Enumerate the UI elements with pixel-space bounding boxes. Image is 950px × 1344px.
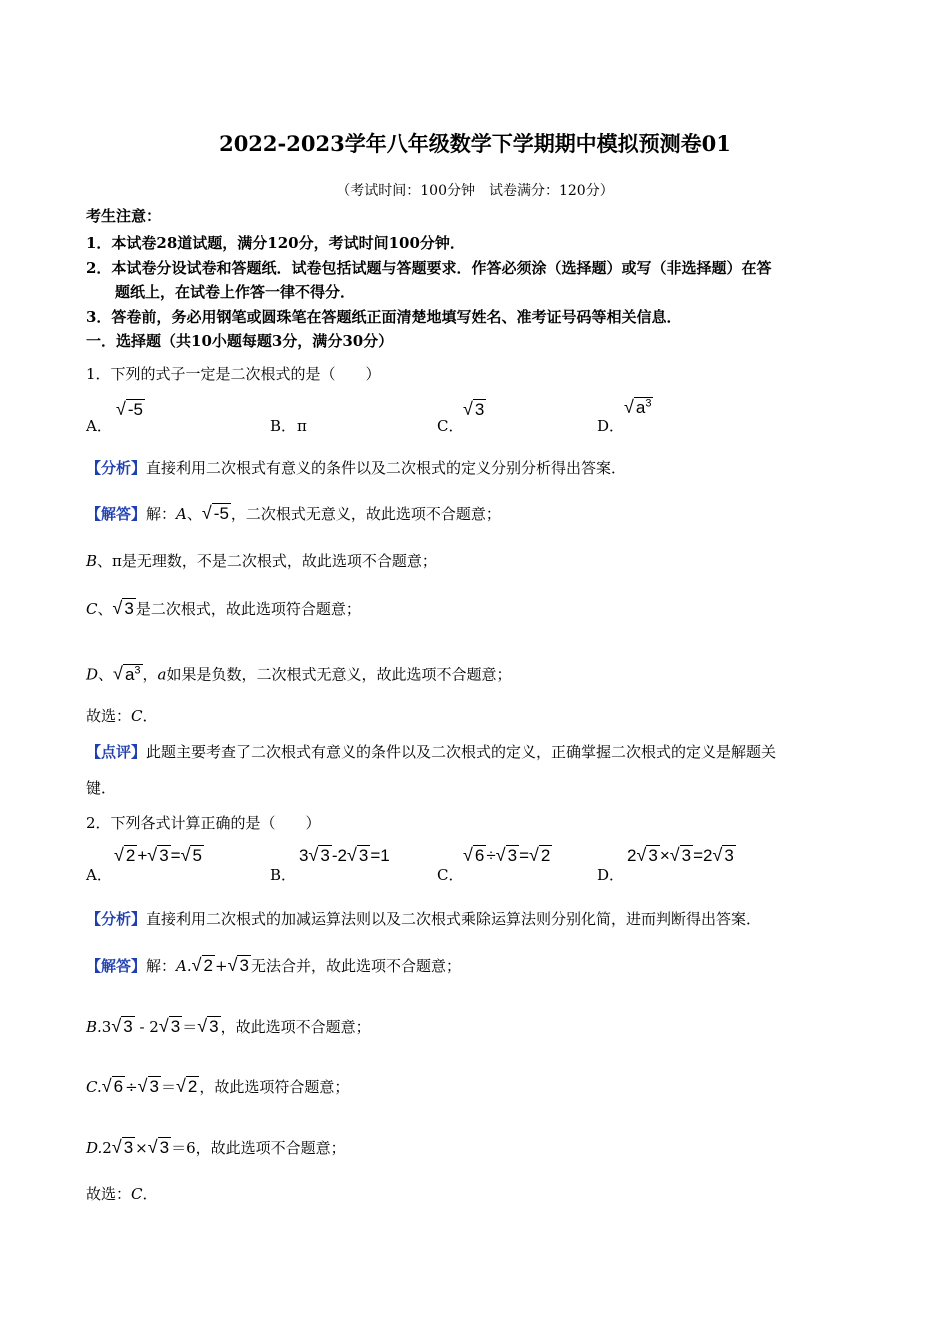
q2-option-a-expr: √ 2 +√ 3 =√ 5 [114, 845, 202, 865]
q2-option-d-label: D． [597, 866, 625, 884]
q1-option-d-expr [624, 397, 653, 418]
sqrt-icon: √ 3 [197, 1016, 219, 1036]
q1-answer: 故选：C． [86, 707, 158, 725]
sqrt-icon: √ 3 [463, 399, 485, 419]
sqrt-icon: √ 6 [101, 1076, 124, 1096]
q1-analysis: 【分析】直接利用二次根式有意义的条件以及二次根式的定义分别分析得出答案． [86, 459, 627, 477]
q2-option-b-label: B． [270, 866, 297, 884]
q1-solution-d: D、√ $a^3$ ，a如果是负数，二次根式无意义，故此选项不合题意； [86, 660, 512, 685]
q1-comment-cont: 键． [86, 779, 117, 797]
q1-option-b-expr: π [297, 417, 307, 435]
q2-option-c-label: C． [437, 866, 464, 884]
q1-option-a-label: A． [86, 417, 112, 435]
sqrt-icon: √ 3 [137, 1076, 160, 1096]
sqrt-icon: √ 3 [346, 845, 369, 865]
sqrt-icon: √ 3 [147, 1137, 170, 1157]
sqrt-icon: √ $a^3$ [624, 397, 652, 417]
q2-option-b-expr: 3√ 3 -2√ 3 =1 [299, 845, 390, 865]
sqrt-icon: √ 3 [636, 845, 658, 865]
q1-option-c-expr [463, 399, 486, 420]
sqrt-icon: √ 2 [176, 1076, 198, 1096]
notes-heading: 考生注意： [86, 207, 162, 225]
sqrt-icon: √ 6 [463, 845, 485, 865]
sqrt-icon: √ 2 [529, 845, 551, 865]
q2-option-d-expr: 2√ 3 ×√ 3 =2√ 3 [627, 845, 734, 865]
sqrt-icon: √ 2 [191, 955, 213, 975]
note-item: 2．本试卷分设试卷和答题纸．试卷包括试题与答题要求．作答必须涂（选择题）或写（非选择题）在答 [86, 259, 772, 277]
sqrt-icon: √ 3 [495, 845, 518, 865]
sqrt-icon: √ 3 [111, 1137, 134, 1157]
sqrt-icon: √ 3 [669, 845, 692, 865]
sqrt-icon: √ 3 [147, 845, 169, 865]
question-2-stem: 2．下列各式计算正确的是（ ） [86, 814, 321, 832]
question-1-stem: 1．下列的式子一定是二次根式的是（ ） [86, 365, 381, 383]
sqrt-icon: √ -5 [201, 503, 229, 523]
q1-solution-c: C、√ 3 是二次根式，故此选项符合题意； [86, 598, 361, 618]
q1-option-c-label: C． [437, 417, 464, 435]
sqrt-icon: √ 3 [111, 1016, 133, 1036]
sqrt-icon: √ 3 [308, 845, 330, 865]
exam-info: （考试时间：100分钟 试卷满分：120分） [336, 183, 614, 199]
solution-tag: 【解答】 [86, 957, 147, 975]
q2-solution-b: B.3√ 3 - 2√ 3 ＝√ 3 ，故此选项不合题意； [86, 1016, 371, 1036]
section-heading: 一．选择题（共10小题每题3分，满分30分） [86, 332, 394, 350]
sqrt-icon: √ 5 [180, 845, 202, 865]
note-item: 题纸上，在试卷上作答一律不得分． [115, 283, 356, 301]
q2-solution-a: 【解答】解：A.√ 2 +√ 3 无法合并，故此选项不合题意； [86, 955, 461, 975]
sqrt-icon: √ -5 [116, 399, 144, 419]
q2-answer: 故选：C． [86, 1185, 158, 1203]
sqrt-icon: √ $a^3$ [113, 663, 141, 684]
sqrt-icon: √ 3 [227, 955, 249, 975]
sqrt-icon: √ 3 [712, 845, 734, 865]
comment-tag: 【点评】 [86, 743, 147, 761]
q2-solution-c: C.√ 6 ÷√ 3 ＝√ 2 ，故此选项符合题意； [86, 1076, 350, 1096]
solution-tag: 【解答】 [86, 505, 147, 523]
q2-option-c-expr: √ 6 ÷√ 3 =√ 2 [463, 845, 551, 865]
note-item: 1．本试卷28道试题，满分120分，考试时间100分钟． [86, 234, 465, 252]
sqrt-icon: √ 2 [114, 845, 136, 865]
note-item: 3．答卷前，务必用钢笔或圆珠笔在答题纸正面清楚地填写姓名、准考证号码等相关信息． [86, 308, 682, 326]
sqrt-icon: √ 3 [112, 598, 134, 618]
q1-solution-a: 【解答】解：A、√ -5 ，二次根式无意义，故此选项不合题意； [86, 503, 501, 523]
q1-option-a-expr [116, 399, 145, 420]
sqrt-icon: √ 3 [158, 1016, 181, 1036]
q2-option-a-label: A． [86, 866, 112, 884]
q1-comment: 【点评】此题主要考查了二次根式有意义的条件以及二次根式的定义，正确掌握二次根式的定义是解题关 [86, 743, 777, 761]
q1-option-b-label: B． [270, 417, 297, 435]
q2-solution-d: D.2√ 3 ×√ 3 ＝6，故此选项不合题意； [86, 1137, 346, 1157]
page-title: 2022-2023学年八年级数学下学期期中模拟预测卷01 [219, 131, 731, 156]
q1-solution-b: B、π是无理数，不是二次根式，故此选项不合题意； [86, 552, 437, 570]
analysis-tag: 【分析】 [86, 910, 147, 928]
analysis-tag: 【分析】 [86, 459, 147, 477]
q1-option-d-label: D． [597, 417, 625, 435]
q2-analysis: 【分析】直接利用二次根式的加减运算法则以及二次根式乘除运算法则分别化简，进而判断得出答案． [86, 910, 762, 928]
